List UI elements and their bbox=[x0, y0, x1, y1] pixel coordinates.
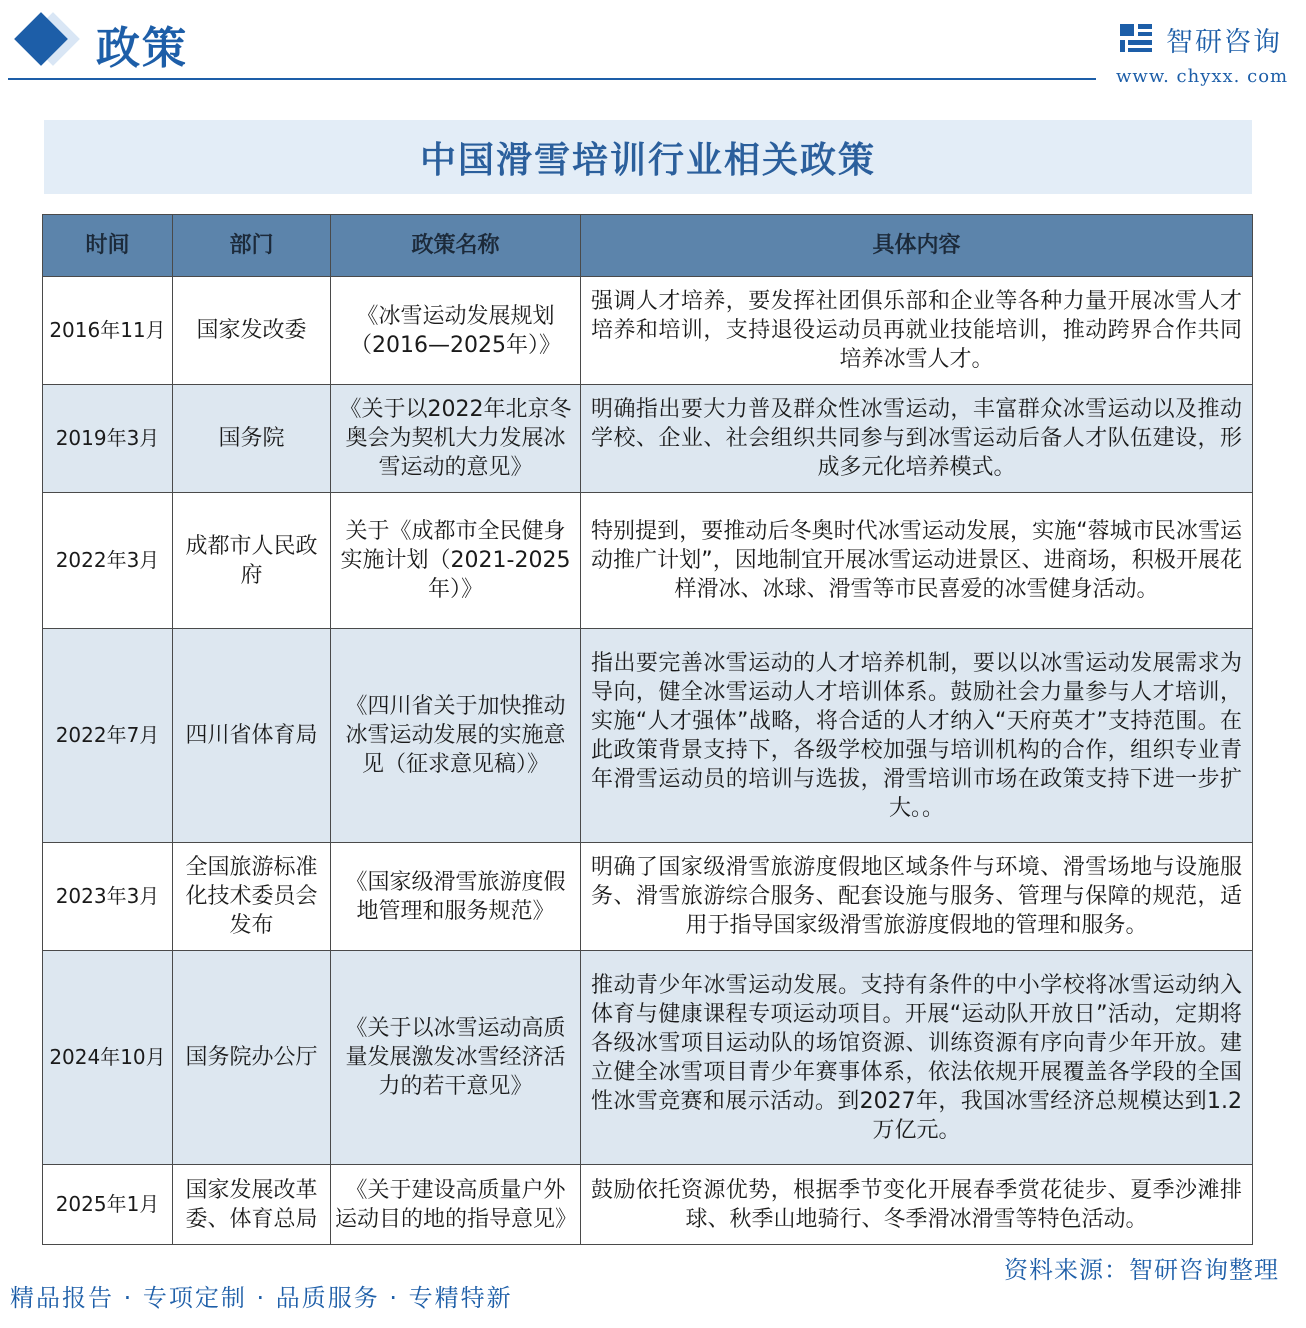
cell-time: 2025年1月 bbox=[43, 1165, 173, 1245]
cell-time: 2024年10月 bbox=[43, 951, 173, 1165]
cell-time: 2022年7月 bbox=[43, 629, 173, 843]
header-content: 具体内容 bbox=[581, 215, 1253, 277]
page-header bbox=[0, 0, 1306, 90]
cell-policy: 《四川省关于加快推动冰雪运动发展的实施意见（征求意见稿）》 bbox=[331, 629, 581, 843]
policy-table bbox=[42, 214, 1253, 1245]
table-title: 中国滑雪培训行业相关政策 bbox=[419, 138, 876, 181]
cell-dept: 四川省体育局 bbox=[173, 629, 331, 843]
cell-time: 2022年3月 bbox=[43, 493, 173, 629]
table-row bbox=[43, 629, 1253, 843]
source-note: 资料来源：智研咨询整理 bbox=[1004, 1256, 1279, 1284]
brand-name: 智研咨询 bbox=[1166, 27, 1282, 58]
cell-policy: 《关于建设高质量户外运动目的地的指导意见》 bbox=[331, 1165, 581, 1245]
table-row bbox=[43, 493, 1253, 629]
table-header-row bbox=[43, 215, 1253, 277]
cell-dept: 全国旅游标准化技术委员会发布 bbox=[173, 843, 331, 951]
cell-policy: 《关于以冰雪运动高质量发展激发冰雪经济活力的若干意见》 bbox=[331, 951, 581, 1165]
cell-dept: 国家发改委 bbox=[173, 277, 331, 385]
brand-url: www. chyxx. com bbox=[1116, 66, 1289, 87]
cell-policy: 《冰雪运动发展规划（2016—2025年）》 bbox=[331, 277, 581, 385]
cell-time: 2016年11月 bbox=[43, 277, 173, 385]
cell-policy: 《国家级滑雪旅游度假地管理和服务规范》 bbox=[331, 843, 581, 951]
cell-dept: 成都市人民政府 bbox=[173, 493, 331, 629]
table-row bbox=[43, 843, 1253, 951]
cell-policy: 《关于以2022年北京冬奥会为契机大力发展冰雪运动的意见》 bbox=[331, 385, 581, 493]
table-row bbox=[43, 277, 1253, 385]
section-title: 政策 bbox=[96, 23, 188, 74]
cell-content: 特别提到，要推动后冬奥时代冰雪运动发展，实施“蓉城市民冰雪运动推广计划”，因地制宜开展冰雪运动进景区、进商场，积极开展花样滑冰、冰球、滑雪等市民喜爱的冰雪健身活动。 bbox=[581, 493, 1253, 629]
chyxx-logo-icon bbox=[1118, 22, 1158, 54]
table-row bbox=[43, 951, 1253, 1165]
cell-time: 2019年3月 bbox=[43, 385, 173, 493]
footer-tags: 精品报告 · 专项定制 · 品质服务 · 专精特新 bbox=[10, 1284, 513, 1312]
header-divider bbox=[8, 78, 1096, 80]
cell-content: 推动青少年冰雪运动发展。支持有条件的中小学校将冰雪运动纳入体育与健康课程专项运动项目。开展“运动队开放日”活动，定期将各级冰雪项目运动队的场馆资源、训练资源有序向青少年开放。建立健全冰雪项目青少年赛事体系，依法依规开展覆盖各学段的全国性冰雪竞赛和展示活动。到2027年，我国冰雪经济总规模达到1.2万亿元。 bbox=[581, 951, 1253, 1165]
header-policy: 政策名称 bbox=[331, 215, 581, 277]
cell-content: 指出要完善冰雪运动的人才培养机制，要以以冰雪运动发展需求为导向，健全冰雪运动人才培训体系。鼓励社会力量参与人才培训，实施“人才强体”战略，将合适的人才纳入“天府英才”支持范围。在此政策背景支持下，各级学校加强与培训机构的合作，组织专业青年滑雪运动员的培训与选拔，滑雪培训市场在政策支持下进一步扩大。。 bbox=[581, 629, 1253, 843]
cell-dept: 国务院办公厅 bbox=[173, 951, 331, 1165]
cell-content: 鼓励依托资源优势，根据季节变化开展春季赏花徒步、夏季沙滩排球、秋季山地骑行、冬季滑冰滑雪等特色活动。 bbox=[581, 1165, 1253, 1245]
table-row bbox=[43, 1165, 1253, 1245]
cell-content: 明确指出要大力普及群众性冰雪运动，丰富群众冰雪运动以及推动学校、企业、社会组织共同参与到冰雪运动后备人才队伍建设，形成多元化培养模式。 bbox=[581, 385, 1253, 493]
cell-content: 强调人才培养，要发挥社团俱乐部和企业等各种力量开展冰雪人才培养和培训，支持退役运动员再就业技能培训，推动跨界合作共同培养冰雪人才。 bbox=[581, 277, 1253, 385]
cell-time: 2023年3月 bbox=[43, 843, 173, 951]
cell-policy: 关于《成都市全民健身实施计划（2021-2025年）》 bbox=[331, 493, 581, 629]
table-title-banner bbox=[44, 120, 1252, 194]
header-time: 时间 bbox=[43, 215, 173, 277]
table-row bbox=[43, 385, 1253, 493]
cell-content: 明确了国家级滑雪旅游度假地区域条件与环境、滑雪场地与设施服务、滑雪旅游综合服务、配套设施与服务、管理与保障的规范，适用于指导国家级滑雪旅游度假地的管理和服务。 bbox=[581, 843, 1253, 951]
header-dept: 部门 bbox=[173, 215, 331, 277]
cell-dept: 国家发展改革委、体育总局 bbox=[173, 1165, 331, 1245]
cell-dept: 国务院 bbox=[173, 385, 331, 493]
